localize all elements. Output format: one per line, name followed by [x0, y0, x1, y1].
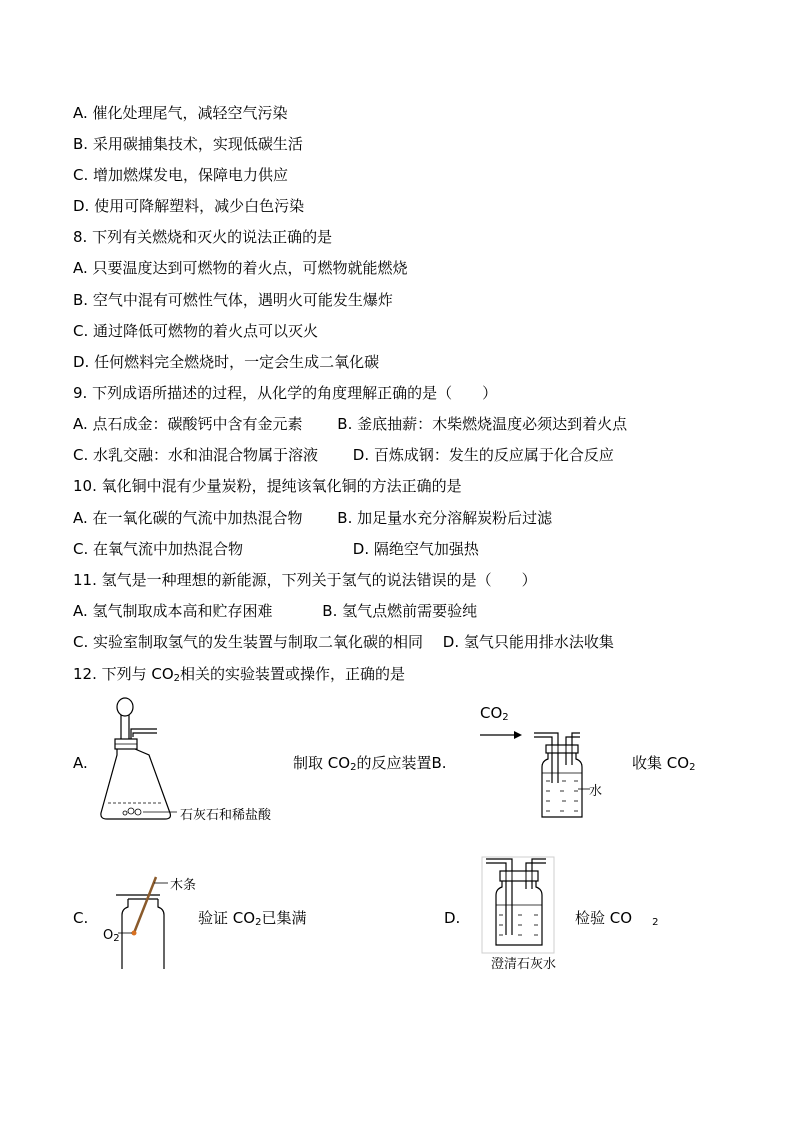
- question-10-stem: 10. 氧化铜中混有少量炭粉，提纯该氧化铜的方法正确的是: [73, 477, 462, 495]
- option-12a-letter: A.: [73, 754, 88, 772]
- question-11-stem: 11. 氢气是一种理想的新能源，下列关于氢气的说法错误的是（ ）: [73, 571, 537, 589]
- option-12c-o2-label: $O_2$: [103, 928, 120, 944]
- option-12d-text: 检验 CO $_2$: [575, 909, 659, 928]
- option-12c-text: 验证 $CO_2$已集满: [198, 909, 307, 928]
- option-12b-water-label: 水: [589, 784, 603, 799]
- options-11ab: A. 氢气制取成本高和贮存困难 B. 氢气点燃前需要验纯: [73, 602, 478, 620]
- option-8d: D. 任何燃料完全燃烧时，一定会生成二氧化碳: [73, 353, 380, 371]
- option-8a: A. 只要温度达到可燃物的着火点，可燃物就能燃烧: [73, 259, 408, 277]
- question-12-stem: 12. 下列与 $CO_2$相关的实验装置或操作，正确的是: [73, 665, 406, 684]
- option-12d-letter: D.: [444, 909, 461, 927]
- option-12b-text: 收集 $CO_2$: [632, 754, 696, 773]
- options-9cd: C. 水乳交融：水和油混合物属于溶液 D. 百炼成钢：发生的反应属于化合反应: [73, 446, 614, 464]
- option-12b-arrow-label: $CO_2$: [480, 704, 509, 723]
- option-7d: D. 使用可降解塑料，减少白色污染: [73, 197, 305, 215]
- gas-bottle-water-diagram: [478, 725, 618, 825]
- option-12c-stick-label: 木条: [170, 878, 197, 893]
- limewater-bottle-diagram: [478, 855, 558, 955]
- options-11cd: C. 实验室制取氢气的发生装置与制取二氧化碳的相同 D. 氢气只能用排水法收集: [73, 633, 614, 651]
- option-7c: C. 增加燃煤发电，保障电力供应: [73, 166, 289, 184]
- option-12a-label: 石灰石和稀盐酸: [180, 808, 272, 823]
- option-12a-text: 制取 $CO_2$的反应装置B.: [293, 754, 447, 773]
- bottle-wood-stick-diagram: [100, 875, 180, 975]
- question-8-stem: 8. 下列有关燃烧和灭火的说法正确的是: [73, 228, 333, 246]
- options-10ab: A. 在一氧化碳的气流中加热混合物 B. 加足量水充分溶解炭粉后过滤: [73, 509, 553, 527]
- option-12c-letter: C.: [73, 909, 89, 927]
- option-7b: B. 采用碳捕集技术，实现低碳生活: [73, 135, 303, 153]
- options-9ab: A. 点石成金：碳酸钙中含有金元素 B. 釜底抽薪：木柴燃烧温度必须达到着火点: [73, 415, 628, 433]
- option-7a: A. 催化处理尾气，减轻空气污染: [73, 104, 288, 122]
- options-10cd: C. 在氧气流中加热混合物 D. 隔绝空气加强热: [73, 540, 479, 558]
- option-8c: C. 通过降低可燃物的着火点可以灭火: [73, 322, 319, 340]
- question-9-stem: 9. 下列成语所描述的过程，从化学的角度理解正确的是（ ）: [73, 384, 498, 402]
- option-12d-label: 澄清石灰水: [491, 957, 557, 972]
- option-8b: B. 空气中混有可燃性气体，遇明火可能发生爆炸: [73, 291, 393, 309]
